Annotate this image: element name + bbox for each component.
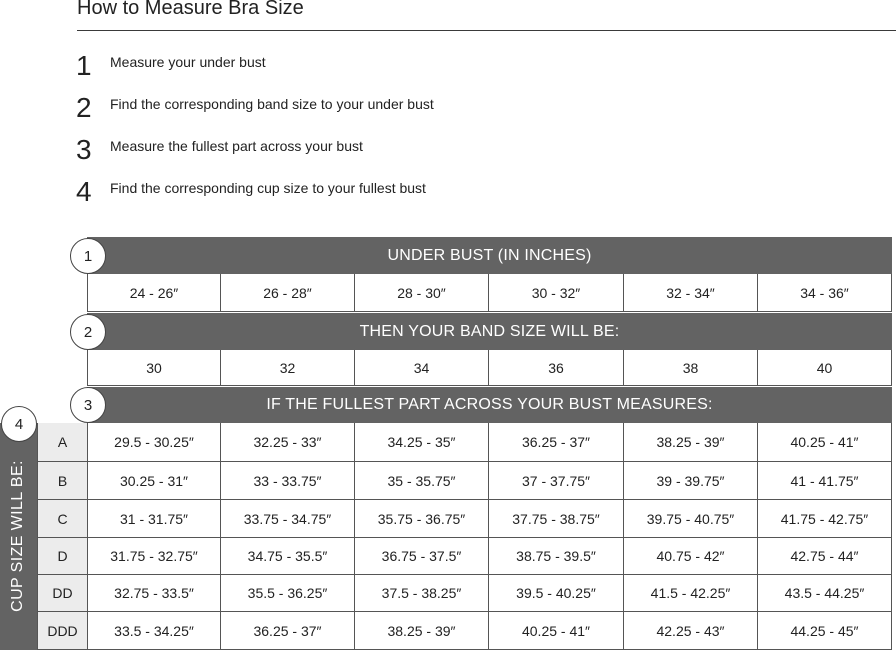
- cup-row-dd: [87, 575, 892, 612]
- table-cell: 32.75 - 33.5″: [87, 575, 221, 612]
- table-cell: 32.25 - 33″: [221, 423, 355, 462]
- table-cell: 28 - 30″: [355, 274, 489, 312]
- step-text: Find the corresponding band size to your under bust: [110, 96, 434, 112]
- table-cell: 36.25 - 37″: [489, 423, 624, 462]
- table-cell: 40.25 - 41″: [489, 612, 624, 650]
- cup-row-d: [87, 538, 892, 575]
- step-number: 1: [76, 50, 92, 81]
- step-text: Measure the fullest part across your bust: [110, 138, 363, 154]
- step-text: Find the corresponding cup size to your fullest bust: [110, 180, 426, 196]
- title-divider: [77, 30, 896, 31]
- table-cell: 38: [624, 350, 758, 386]
- table-cell: 37.5 - 38.25″: [355, 575, 489, 612]
- table-cell: 41.75 - 42.75″: [758, 500, 892, 538]
- table-cell: 40.25 - 41″: [758, 423, 892, 462]
- table-cell: 29.5 - 30.25″: [87, 423, 221, 462]
- cup-letter: B: [37, 462, 87, 500]
- table-cell: 35.5 - 36.25″: [221, 575, 355, 612]
- cup-row-ddd: [87, 612, 892, 650]
- band-size-header: [87, 313, 892, 350]
- cup-row-b: [87, 462, 892, 500]
- cup-letter: D: [37, 538, 87, 575]
- table-cell: 32: [221, 350, 355, 386]
- table-cell: 24 - 26″: [87, 274, 221, 312]
- table-cell: 30 - 32″: [489, 274, 624, 312]
- table-cell: 40.75 - 42″: [624, 538, 758, 575]
- cup-letter: C: [37, 500, 87, 538]
- step-number: 3: [76, 134, 92, 165]
- under-bust-row: [87, 274, 892, 312]
- table-cell: 42.75 - 44″: [758, 538, 892, 575]
- step-marker-1: 1: [70, 238, 106, 274]
- table-cell: 36: [489, 350, 624, 386]
- step-marker-4: 4: [1, 406, 37, 442]
- table-cell: 33.5 - 34.25″: [87, 612, 221, 650]
- step-marker-2: 2: [70, 314, 106, 350]
- table-cell: 33.75 - 34.75″: [221, 500, 355, 538]
- cup-letter: DDD: [37, 612, 87, 650]
- table-cell: 31.75 - 32.75″: [87, 538, 221, 575]
- table-cell: 34.75 - 35.5″: [221, 538, 355, 575]
- table-cell: 38.25 - 39″: [355, 612, 489, 650]
- fullest-bust-header: [87, 387, 892, 423]
- table-cell: 39.5 - 40.25″: [489, 575, 624, 612]
- cup-row-a: [87, 423, 892, 462]
- table-cell: 43.5 - 44.25″: [758, 575, 892, 612]
- table-cell: 37 - 37.75″: [489, 462, 624, 500]
- cup-row-c: [87, 500, 892, 538]
- table-cell: 32 - 34″: [624, 274, 758, 312]
- band-size-row: [87, 350, 892, 386]
- under-bust-header: [87, 237, 892, 274]
- table-cell: 35.75 - 36.75″: [355, 500, 489, 538]
- table-cell: 30.25 - 31″: [87, 462, 221, 500]
- table-cell: 35 - 35.75″: [355, 462, 489, 500]
- cup-letter: DD: [37, 575, 87, 612]
- table-cell: 41 - 41.75″: [758, 462, 892, 500]
- table-cell: 30: [87, 350, 221, 386]
- step-number: 4: [76, 176, 92, 207]
- band-size-header-text: THEN YOUR BAND SIZE WILL BE:: [359, 322, 620, 340]
- page-title: How to Measure Bra Size: [77, 0, 304, 19]
- table-cell: 38.75 - 39.5″: [489, 538, 624, 575]
- table-cell: 44.25 - 45″: [758, 612, 892, 650]
- fullest-bust-header-text: IF THE FULLEST PART ACROSS YOUR BUST MEASURES:: [266, 396, 713, 413]
- step-marker-3: 3: [70, 387, 106, 423]
- table-cell: 34 - 36″: [758, 274, 892, 312]
- table-cell: 39.75 - 40.75″: [624, 500, 758, 538]
- table-cell: 40: [758, 350, 892, 386]
- table-cell: 39 - 39.75″: [624, 462, 758, 500]
- step-number: 2: [76, 92, 92, 123]
- table-cell: 42.25 - 43″: [624, 612, 758, 650]
- table-cell: 34.25 - 35″: [355, 423, 489, 462]
- table-cell: 36.25 - 37″: [221, 612, 355, 650]
- cup-letter: A: [37, 423, 87, 462]
- cup-size-label: CUP SIZE WILL BE:: [9, 460, 26, 612]
- under-bust-header-text: UNDER BUST (IN INCHES): [387, 246, 592, 264]
- table-cell: 37.75 - 38.75″: [489, 500, 624, 538]
- table-cell: 34: [355, 350, 489, 386]
- table-cell: 31 - 31.75″: [87, 500, 221, 538]
- table-cell: 26 - 28″: [221, 274, 355, 312]
- step-text: Measure your under bust: [110, 54, 266, 70]
- table-cell: 38.25 - 39″: [624, 423, 758, 462]
- table-cell: 33 - 33.75″: [221, 462, 355, 500]
- table-cell: 41.5 - 42.25″: [624, 575, 758, 612]
- table-cell: 36.75 - 37.5″: [355, 538, 489, 575]
